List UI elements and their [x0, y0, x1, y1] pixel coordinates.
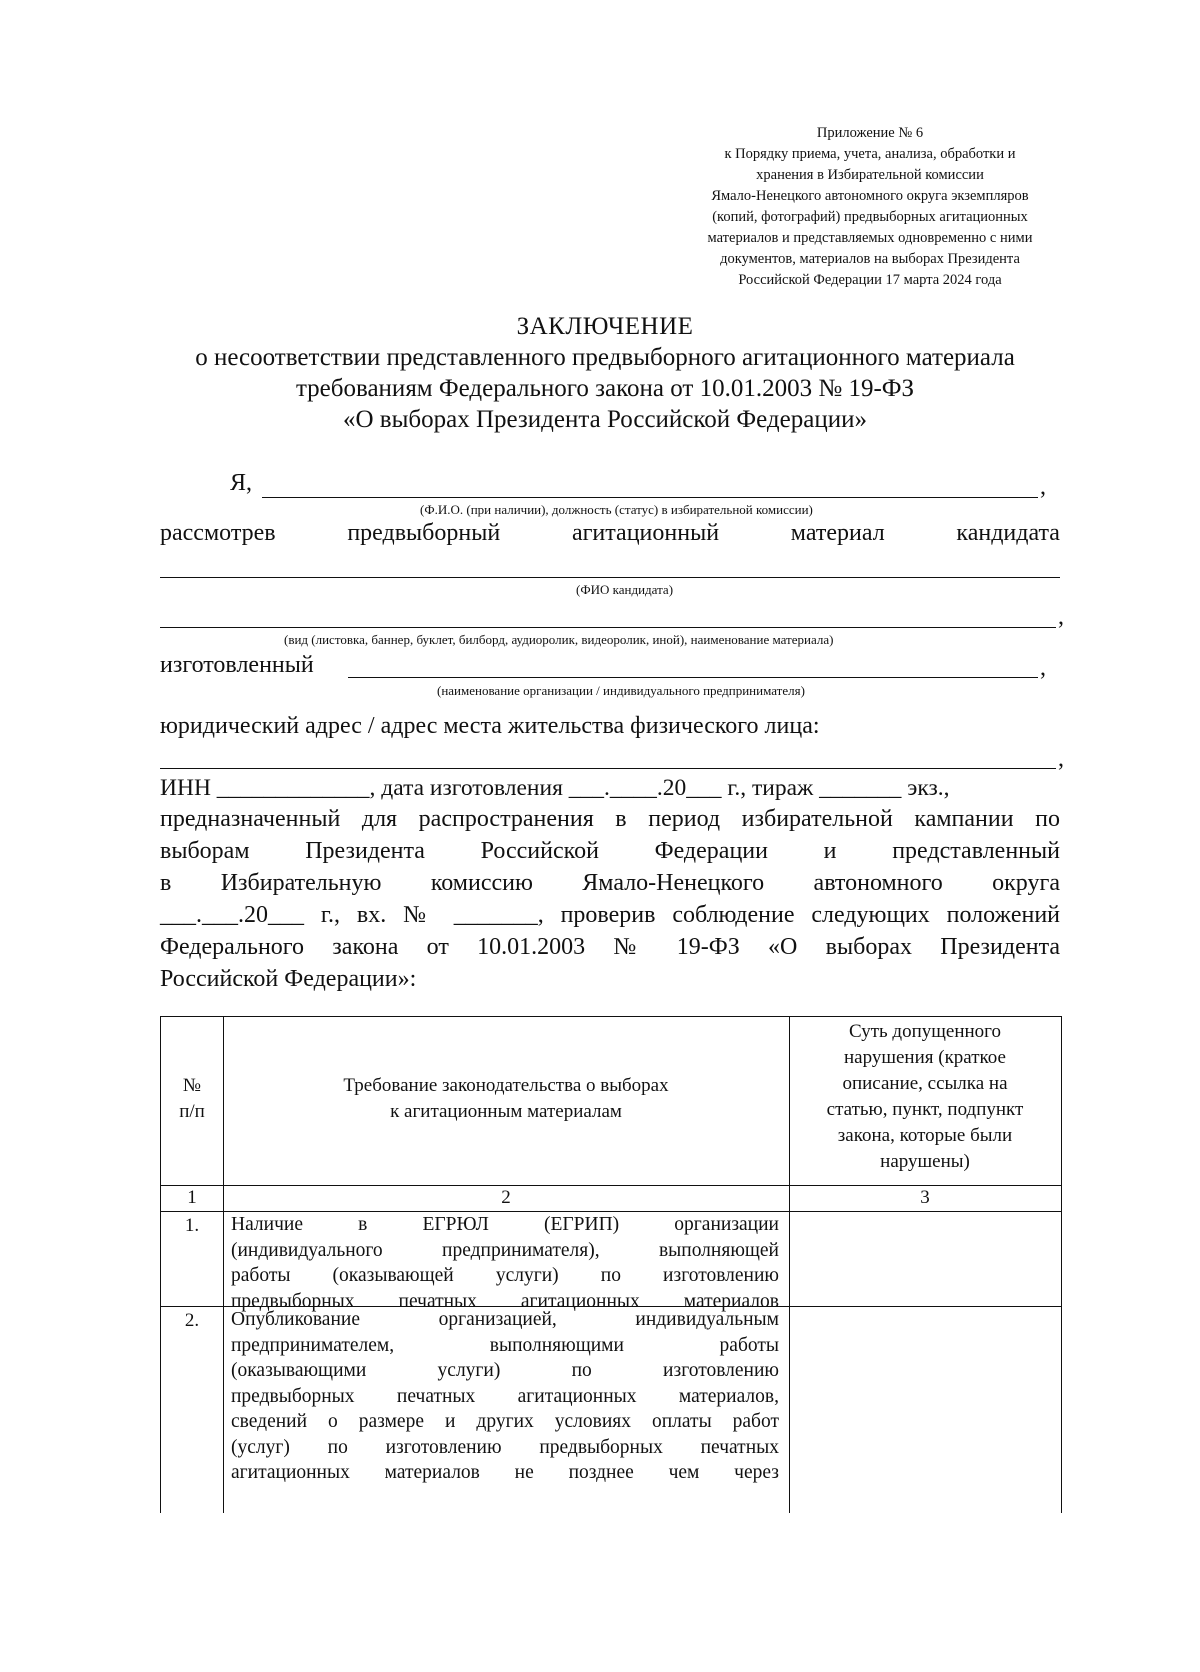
- paragraph-line: Федерального закона от 10.01.2003 № 19-ФЗ «О выборах Президента: [160, 934, 1060, 960]
- comma: ,: [1058, 604, 1064, 630]
- appendix-line: Российской Федерации 17 марта 2024 года: [738, 272, 1002, 288]
- title-main: ЗАКЛЮЧЕНИЕ: [516, 313, 694, 340]
- column-number: 3: [920, 1187, 930, 1208]
- header-text: описание, ссылка на: [842, 1073, 1008, 1094]
- appendix-line: документов, материалов на выборах Президента: [720, 251, 1020, 267]
- paragraph-line: Российской Федерации»:: [160, 966, 417, 992]
- header-text: Суть допущенного: [849, 1021, 1001, 1042]
- candidate-fio-line[interactable]: [160, 577, 1060, 578]
- header-text: статью, пункт, подпункт: [826, 1099, 1024, 1120]
- header-text: п/п: [179, 1101, 205, 1122]
- reviewed-word: кандидата: [956, 520, 1060, 546]
- title-line: о несоответствии представленного предвыборного агитационного материала: [195, 344, 1015, 371]
- row-requirement: [231, 1212, 779, 1314]
- title-line: требованиям Федерального закона от 10.01.2003 № 19-ФЗ: [295, 375, 915, 402]
- caption-candidate: (ФИО кандидата): [576, 582, 674, 597]
- header-requirement: [223, 1073, 789, 1125]
- appendix-line: материалов и представляемых одновременно с ними: [707, 230, 1033, 246]
- requirement-line: (индивидуального предпринимателя), выполняющей: [231, 1239, 779, 1261]
- requirement-line: предвыборных печатных агитационных материалов,: [231, 1385, 779, 1407]
- header-text: №: [182, 1075, 202, 1096]
- paragraph-line: ___.___.20___ г., вх. № _______, проверив соблюдение следующих положений: [160, 902, 1060, 928]
- title-line: «О выборах Президента Российской Федерации»: [343, 406, 867, 433]
- reviewed-row: [160, 520, 1060, 547]
- appendix-header: [660, 123, 1080, 291]
- header-violation: [789, 1019, 1061, 1175]
- inn-line: [160, 775, 1060, 802]
- requirements-table: [160, 1016, 1062, 1513]
- requirement-line: (услуг) по изготовлению предвыборных печатных: [231, 1436, 779, 1458]
- caption-official: (Ф.И.О. (при наличии), должность (статус) в избирательной комиссии): [420, 502, 813, 517]
- material-line[interactable]: [160, 627, 1056, 628]
- caption-organization: (наименование организации / индивидуального предпринимателя): [437, 683, 805, 698]
- requirement-line: предпринимателем, выполняющими работы: [231, 1334, 779, 1356]
- header-text: нарушения (краткое: [844, 1047, 1006, 1068]
- row-requirement: [231, 1307, 779, 1486]
- header-text: к агитационным материалам: [390, 1101, 622, 1122]
- paragraph-line: предназначенный для распространения в период избирательной кампании по: [160, 806, 1060, 832]
- official-fio-line[interactable]: [262, 497, 1038, 498]
- caption-material: (вид (листовка, баннер, буклет, билборд, аудиоролик, видеоролик, иной), наименование материала): [284, 632, 834, 647]
- appendix-line: Ямало-Ненецкого автономного округа экземпляров: [711, 188, 1029, 204]
- reviewed-word: материал: [790, 520, 885, 546]
- reviewed-word: предвыборный: [347, 520, 501, 546]
- header-text: Требование законодательства о выборах: [343, 1075, 669, 1096]
- paragraph-line: выборам Президента Российской Федерации и представленный: [160, 838, 1060, 864]
- manufactured-label: изготовленный: [160, 652, 314, 678]
- reviewed-word: рассмотрев: [160, 520, 276, 546]
- header-text: закона, которые были: [837, 1125, 1013, 1146]
- column-number: 1: [187, 1187, 197, 1208]
- comma: ,: [1040, 655, 1046, 681]
- requirement-line: Опубликование организацией, индивидуальным: [231, 1309, 779, 1330]
- comma: ,: [1058, 746, 1064, 772]
- requirement-line: работы (оказывающей услуги) по изготовлению: [231, 1265, 779, 1286]
- organization-line[interactable]: [348, 677, 1038, 678]
- appendix-line: хранения в Избирательной комиссии: [756, 167, 984, 183]
- requirement-line: сведений о размере и других условиях оплаты работ: [231, 1411, 779, 1432]
- document-title: [150, 312, 1060, 435]
- appendix-line: Приложение № 6: [816, 125, 924, 141]
- ya-label: Я,: [230, 470, 253, 496]
- requirement-line: агитационных материалов не позднее чем через: [231, 1462, 779, 1483]
- reviewed-word: агитационный: [571, 520, 720, 546]
- paragraph-line: в Избирательную комиссию Ямало-Ненецкого автономного округа: [160, 870, 1060, 896]
- header-text: нарушены): [880, 1151, 970, 1172]
- row-number: 1.: [184, 1215, 200, 1236]
- comma: ,: [1040, 474, 1046, 500]
- address-label: юридический адрес / адрес места жительства физического лица:: [160, 713, 820, 739]
- column-number: 2: [501, 1187, 511, 1208]
- header-number: [161, 1073, 223, 1125]
- requirement-line: (оказывающими услуги) по изготовлению: [231, 1360, 779, 1381]
- requirement-line: предвыборных печатных агитационных материалов: [231, 1290, 779, 1312]
- inn-line-text: ИНН _____________, дата изготовления ___.____.20___ г., тираж _______ экз.,: [160, 775, 950, 801]
- appendix-line: к Порядку приема, учета, анализа, обработки и: [724, 146, 1016, 162]
- row-number: 2.: [184, 1310, 200, 1331]
- appendix-line: (копий, фотографий) предвыборных агитационных: [712, 209, 1028, 225]
- address-line[interactable]: [160, 768, 1056, 769]
- requirement-line: Наличие в ЕГРЮЛ (ЕГРИП) организации: [231, 1214, 779, 1235]
